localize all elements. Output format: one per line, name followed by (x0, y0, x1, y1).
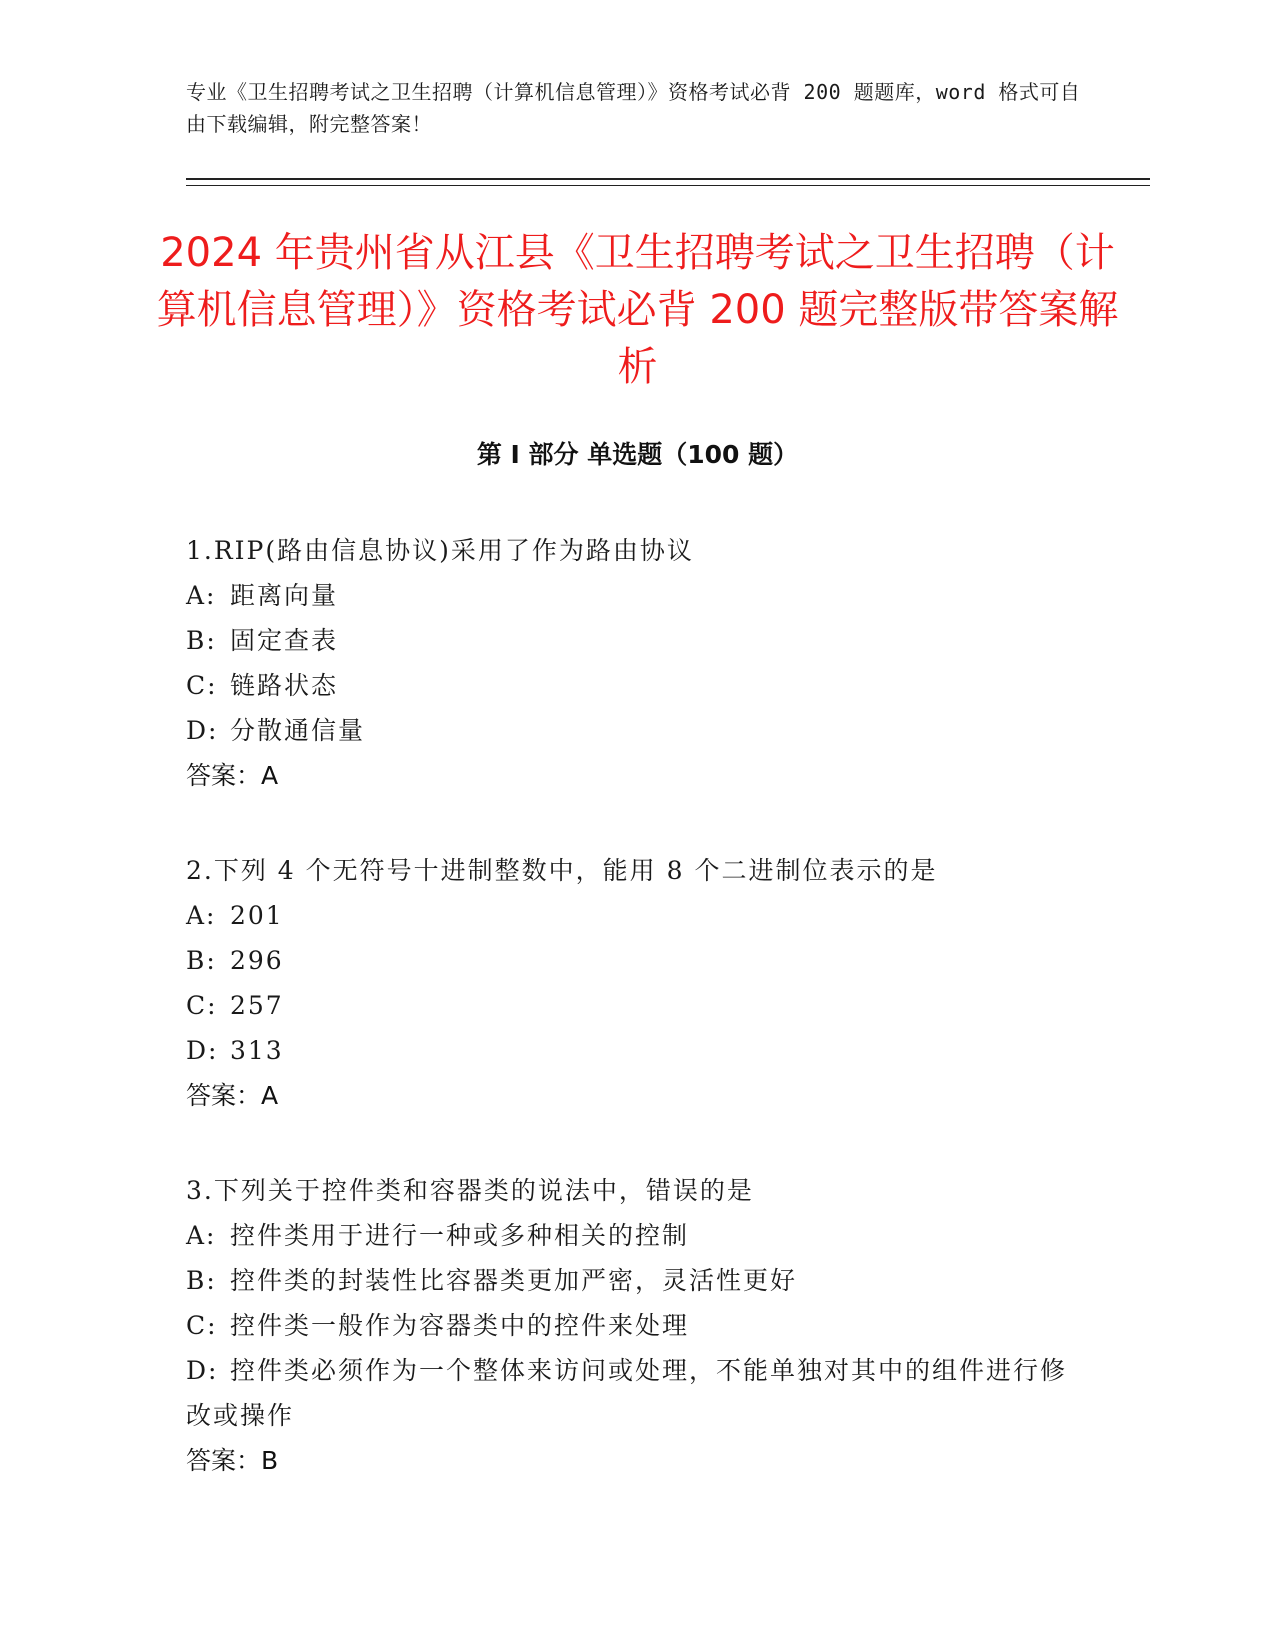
option-b (186, 618, 1086, 663)
option-a (186, 573, 1086, 618)
question-1 (186, 528, 1086, 798)
option-text: 控件类必须作为一个整体来访问或处理，不能单独对其中的组件进行修改或操作 (186, 1356, 1068, 1430)
answer: 答案：A (186, 1081, 279, 1110)
option-text: 控件类用于进行一种或多种相关的控制 (230, 1221, 690, 1250)
option-text: 控件类的封装性比容器类更加严密，灵活性更好 (230, 1266, 798, 1295)
answer: 答案：B (186, 1446, 279, 1475)
option-text: 链路状态 (230, 671, 339, 700)
option-text: 257 (230, 991, 284, 1020)
option-letter: A: (186, 1221, 217, 1250)
option-letter: C: (186, 1311, 218, 1340)
header-divider-thick (186, 178, 1150, 180)
option-letter: C: (186, 671, 218, 700)
option-text: 313 (230, 1036, 284, 1065)
option-c (186, 1303, 1086, 1348)
option-text: 固定查表 (230, 626, 339, 655)
option-letter: B: (186, 946, 217, 975)
option-c (186, 663, 1086, 708)
option-text: 距离向量 (230, 581, 339, 610)
document-title: 2024 年贵州省从江县《卫生招聘考试之卫生招聘（计算机信息管理）》资格考试必背 200 题完整版带答案解析 (156, 230, 1119, 390)
option-b (186, 938, 1086, 983)
option-text: 控件类一般作为容器类中的控件来处理 (230, 1311, 690, 1340)
option-letter: C: (186, 991, 218, 1020)
option-text: 296 (230, 946, 284, 975)
question-3 (186, 1168, 1086, 1483)
option-b (186, 1258, 1086, 1303)
question-stem: 1.RIP(路由信息协议)采用了作为路由协议 (186, 536, 694, 565)
header-divider-thin (186, 185, 1150, 186)
option-c (186, 983, 1086, 1028)
option-letter: B: (186, 626, 217, 655)
option-d (186, 1348, 1086, 1438)
option-letter: D: (186, 1356, 219, 1385)
option-a (186, 893, 1086, 938)
header-note: 专业《卫生招聘考试之卫生招聘（计算机信息管理）》资格考试必背 200 题题库，word 格式可自由下载编辑，附完整答案！ (186, 80, 1081, 136)
option-d (186, 708, 1086, 753)
question-stem: 2.下列 4 个无符号十进制整数中，能用 8 个二进制位表示的是 (186, 856, 938, 885)
option-letter: B: (186, 1266, 217, 1295)
option-text: 201 (230, 901, 284, 930)
option-d (186, 1028, 1086, 1073)
section-title: 第 I 部分 单选题（100 题） (476, 440, 799, 469)
option-letter: A: (186, 901, 217, 930)
question-stem: 3.下列关于控件类和容器类的说法中，错误的是 (186, 1176, 754, 1205)
option-letter: D: (186, 716, 219, 745)
option-a (186, 1213, 1086, 1258)
option-letter: A: (186, 581, 217, 610)
question-2 (186, 848, 1086, 1118)
option-letter: D: (186, 1036, 219, 1065)
option-text: 分散通信量 (230, 716, 366, 745)
answer: 答案：A (186, 761, 279, 790)
